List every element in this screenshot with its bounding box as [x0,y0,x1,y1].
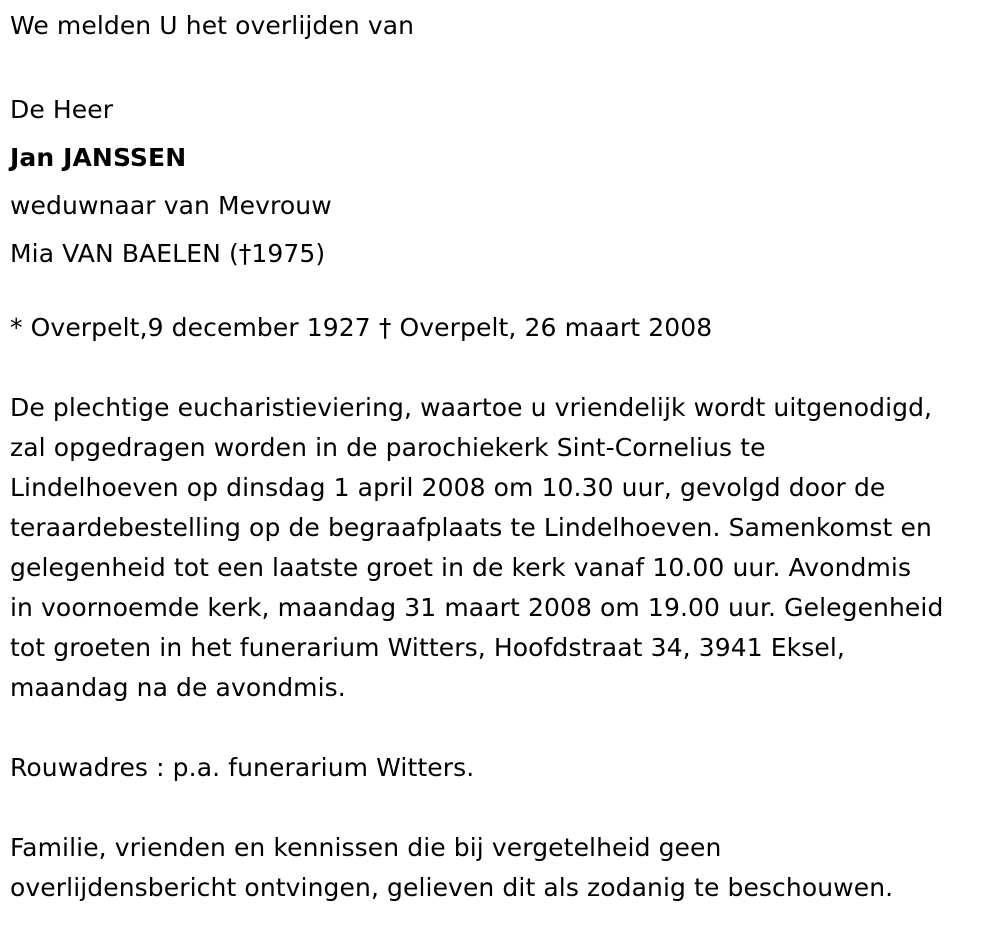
ceremony-line: in voornoemde kerk, maandag 31 maart 2008 om 19.00 uur. Gelegenheid [10,593,944,622]
ceremony-line: tot groeten in het funerarium Witters, Hoofdstraat 34, 3941 Eksel, [10,633,845,662]
deceased-name: Jan JANSSEN [10,143,187,172]
closing-line: overlijdensbericht ontvingen, gelieven dit als zodanig te beschouwen. [10,873,894,902]
ceremony-line: gelegenheid tot een laatste groet in de kerk vanaf 10.00 uur. Avondmis [10,553,912,582]
ceremony-line: maandag na de avondmis. [10,673,346,702]
ceremony-paragraph [10,388,995,708]
ceremony-line: Lindelhoeven op dinsdag 1 april 2008 om 10.30 uur, gevolgd door de [10,473,886,502]
relation-line: weduwnaar van Mevrouw [10,191,332,220]
ceremony-line: zal opgedragen worden in de parochiekerk Sint-Cornelius te [10,433,766,462]
closing-line: Familie, vrienden en kennissen die bij vergetelheid geen [10,833,722,862]
birth-death-dates: * Overpelt,9 december 1927 † Overpelt, 26 maart 2008 [10,313,713,342]
closing-paragraph [10,828,995,908]
mourning-address: Rouwadres : p.a. funerarium Witters. [10,753,475,782]
deceased-title: De Heer [10,95,114,124]
ceremony-line: teraardebestelling op de begraafplaats te Lindelhoeven. Samenkomst en [10,513,932,542]
ceremony-line: De plechtige eucharistieviering, waartoe u vriendelijk wordt uitgenodigd, [10,393,933,422]
spouse-line: Mia VAN BAELEN (†1975) [10,239,326,268]
intro-line: We melden U het overlijden van [10,11,415,40]
obituary-notice [10,6,995,908]
